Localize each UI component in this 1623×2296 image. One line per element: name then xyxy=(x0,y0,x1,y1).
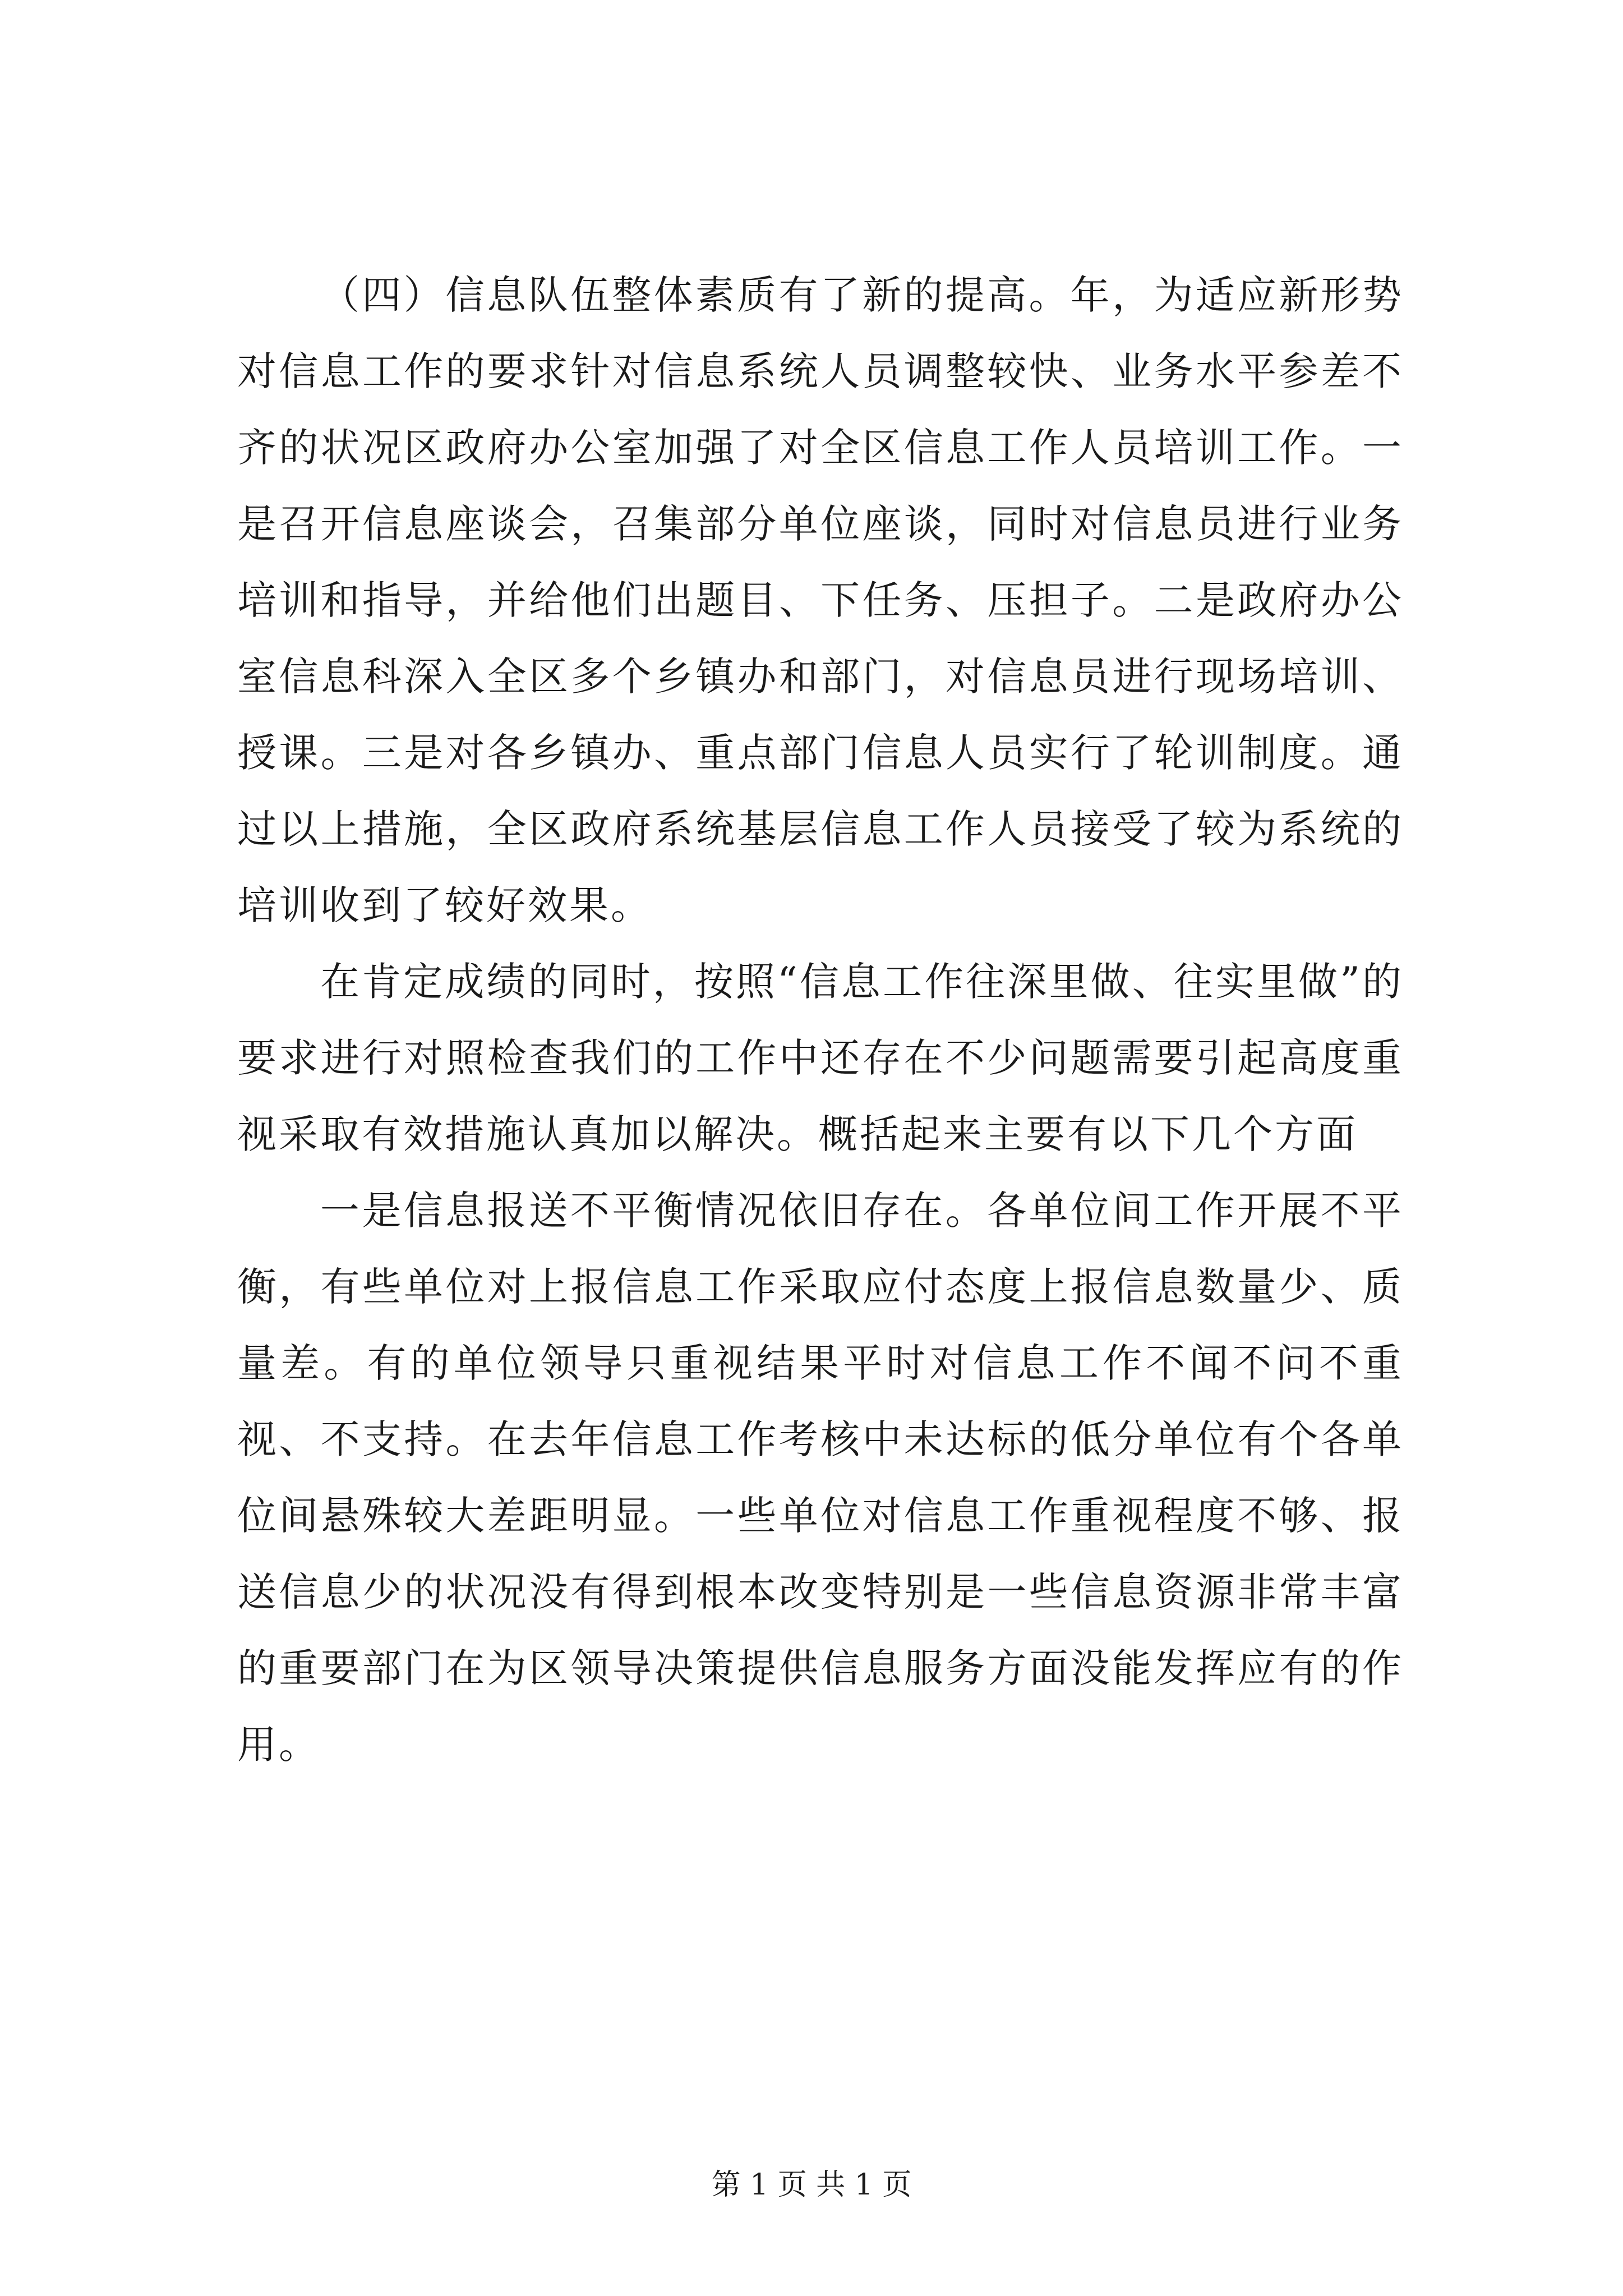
document-body xyxy=(237,257,1404,1783)
paragraph-problems-intro: 在肯定成绩的同时，按照“信息工作往深里做、往实里做”的要求进行对照检查我们的工作中还存在不少问题需要引起高度重视采取有效措施认真加以解决。概括起来主要有以下几个方面 xyxy=(237,959,1404,1157)
page-footer: 第 1 页 共 1 页 xyxy=(711,2168,912,2202)
paragraph-info-team-quality: （四）信息队伍整体素质有了新的提高。年，为适应新形势对信息工作的要求针对信息系统人员调整较快、业务水平参差不齐的状况区政府办公室加强了对全区信息工作人员培训工作。一是召开信息座谈会，召集部分单位座谈，同时对信息员进行业务培训和指导，并给他们出题目、下任务、压担子。二是政府办公室信息科深入全区多个乡镇办和部门，对信息员进行现场培训、授课。三是对各乡镇办、重点部门信息人员实行了轮训制度。通过以上措施，全区政府系统基层信息工作人员接受了较为系统的培训收到了较好效果。 xyxy=(237,272,1404,928)
paragraph-imbalance-issue: 一是信息报送不平衡情况依旧存在。各单位间工作开展不平衡，有些单位对上报信息工作采取应付态度上报信息数量少、质量差。有的单位领导只重视结果平时对信息工作不闻不问不重视、不支持。在去年信息工作考核中未达标的低分单位有个各单位间悬殊较大差距明显。一些单位对信息工作重视程度不够、报送信息少的状况没有得到根本改变特别是一些信息资源非常丰富的重要部门在为区领导决策提供信息服务方面没能发挥应有的作用。 xyxy=(237,1188,1404,1768)
